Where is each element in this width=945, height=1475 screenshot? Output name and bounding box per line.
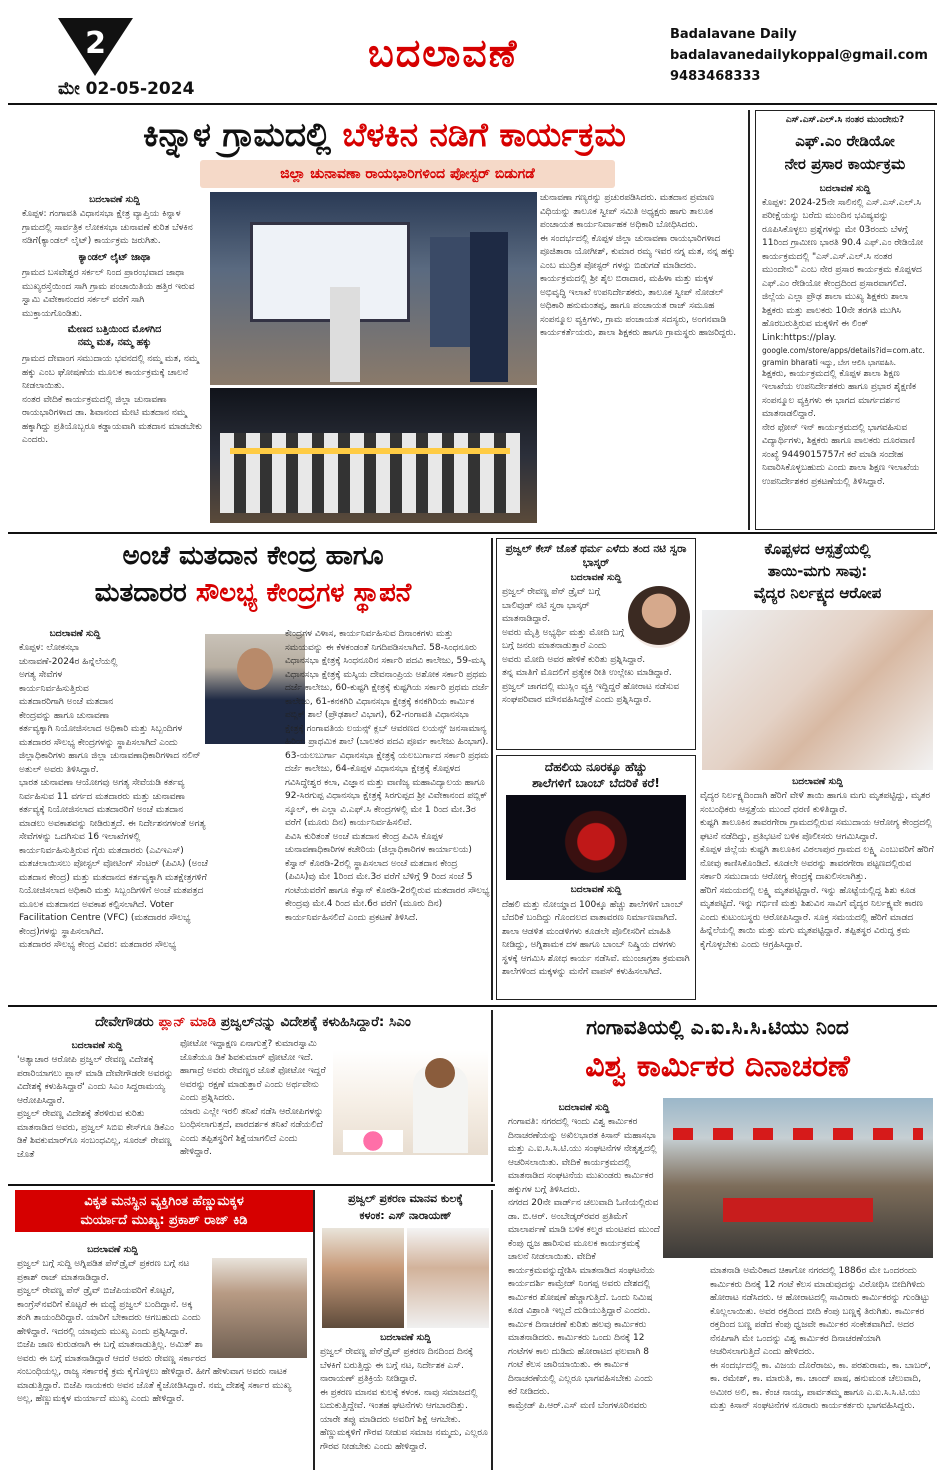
- prajwal-byline: ಬದಲಾವಣೆ ಸುದ್ದಿ: [570, 573, 622, 584]
- hospital-story: [700, 538, 935, 1000]
- narayan-headline-1: ಪ್ರಜ್ವಲ್ ಪ್ರಕರಣ ಮಾನವ ಕುಲಕ್ಕೆ: [348, 1192, 463, 1205]
- bomb-byline: ಬದಲಾವಣೆ ಸುದ್ದಿ: [570, 885, 622, 896]
- lead-photo-poster-release: [210, 192, 537, 385]
- radio-link[interactable]: google.com/store/apps/details?id=com.atc.gramin bharati ಇದ್ದು, ಬೇಗ ಆಲಿಸಿ ಭಾಗವಹಿಸಿ.: [762, 346, 925, 367]
- prakash-body: [17, 1242, 307, 1467]
- hospital-headline-2: ತಾಯಿ-ಮಗು ಸಾವು:: [767, 562, 868, 580]
- labour-byline: ಬದಲಾವಣೆ ಸುದ್ದಿ: [558, 1103, 610, 1113]
- cm-para: ಫೋಟೋ ಇದ್ದಾಕ್ಷಣ ಏನಾಗುತ್ತೆ? ಕುಮಾರಸ್ವಾಮಿ ಜೊತೆಯೂ ಡಿಕೆ ಶಿವಕುಮಾರ್ ಫೋಟೋ ಇದೆ. ಹಾಗಾದ್ರೆ ಅವರು ರೇವಣ್ಣರ ಜೊತೆ ಫೋಟೋ ಇದ್ದರೆ ಅವರನ್ನು ರಕ್ಷಣೆ ಮಾಡುತ್ತಾರೆ ಎಂದು ಅರ್ಥವೇನು ಎಂದು ಪ್ರಶ್ನಿಸಿದರು.: [180, 1039, 326, 1103]
- booth-para: ಪಿವಿಸಿ ಕುರಿತಂತೆ ಅಂಚೆ ಮತದಾನ ಕೇಂದ್ರ ಪಿವಿಸಿ ಕೊಪ್ಪಳ ಚುನಾವಣಾಧಿಕಾರಿಗಳ ಕಚೇರಿಯ (ಜಿಲ್ಲಾಧಿಕಾರಿಗಳ ಕಾರ್ಯಾಲಯ) ಕೆಸ್ವಾನ್ ಕೊಠಡಿ-2ರಲ್ಲಿ ಸ್ಥಾಪಿಸಲಾದ ಅಂಚೆ ಮತದಾನ ಕೇಂದ್ರ (ಪಿವಿಸಿ)ವು ಮೇ 1ರಿಂದ ಮೇ.3ರ ವರೆಗೆ ಬೆಳಿಗ್ಗೆ 9 ರಿಂದ ಸಂಜೆ 5 ಗಂಟೆಯವರೆಗೆ ಹಾಗೂ ಕೆಸ್ವಾನ್ ಕೊಠಡಿ-2ರಲ್ಲಿರುವ ಮತದಾರರ ಸೌಲಭ್ಯ ಕೇಂದ್ರವು ಮೇ.4 ರಿಂದ ಮೇ.6ರ ವರೆಗೆ (ಮೂರು ದಿನ) ಕಾರ್ಯನಿರ್ವಹಿಸಲಿದೆ ಎಂದು ಪ್ರಕಟಣೆ ತಿಳಿಸಿದೆ.: [285, 831, 490, 923]
- narayan-byline: ಬದಲಾವಣೆ ಸುದ್ದಿ: [380, 1333, 431, 1343]
- hospital-para: ವೈದ್ಯರ ನಿರ್ಲಕ್ಷ್ಯದಿಂದಾಗಿ ಹೆರಿಗೆ ವೇಳೆ ತಾಯಿ ಹಾಗೂ ಮಗು ಮೃತಪಟ್ಟಿದ್ದು, ಮೃತರ ಸಂಬಂಧಿಕರು ಆಸ್ಪತ್ರೆಯ ಮುಂದೆ ಧರಣಿ ಕುಳಿತಿದ್ದಾರೆ.: [700, 791, 931, 815]
- section-rule: [8, 1184, 495, 1186]
- labour-headline-1: ಗಂಗಾವತಿಯಲ್ಲಿ ಎ.ಐ.ಸಿ.ಸಿ.ಟಿಯು ನಿಂದ: [586, 1015, 849, 1039]
- radio-byline: ಬದಲಾವಣೆ ಸುದ್ದಿ: [819, 183, 871, 194]
- labour-para: ಮಾತನಾಡಿ ಅಮೆರಿಕಾದ ಚಿಕಾಗೋ ನಗರದಲ್ಲಿ 1886ರ ಮೇ ಒಂದರಂದು ಕಾರ್ಮಿಕರು ದಿನಕ್ಕೆ 12 ಗಂಟೆ ಕೆಲಸ ಮಾಡುವುದನ್ನು ವಿರೋಧಿಸಿ ಬೀದಿಗಿಳಿದು ಹೋರಾಟ ನಡೆಸಿದರು. ಆ ಹೋರಾಟದಲ್ಲಿ ಸಾವಿರಾರು ಕಾರ್ಮಿಕರನ್ನು ಗುಂಡಿಟ್ಟು ಕೊಲ್ಲಲಾಯಿತು. ಅವರ ರಕ್ತದಿಂದ ಬೀದಿ ಕೆಂಪು ಬಣ್ಣಕ್ಕೆ ತಿರುಗಿತು. ಕಾರ್ಮಿಕರ ರಕ್ತದಿಂದ ಬಣ್ಣ ಪಡೆದ ಕೆಂಪು ಧ್ವಜವೇ ಕಾರ್ಮಿಕರ ಸಂಕೇತವಾಗಿದೆ. ಅದರ ನೆನಪಿಗಾಗಿ ಮೇ ಒಂದನ್ನು ವಿಶ್ವ ಕಾರ್ಮಿಕರ ದಿನಾಚರಣೆಯಾಗಿ ಆಚರಿಸಲಾಗುತ್ತಿದೆ ಎಂದು ಹೇಳಿದರು.: [710, 1266, 930, 1357]
- labour-para: ಕಾಮ್ರೇಡ್ ಪಿ.ಆರ್.ಎಸ್ ಮಣಿ ಬೆಂಗಳೂರಿನವರು: [508, 1400, 648, 1411]
- paper-name: Badalavane Daily: [670, 27, 797, 42]
- booth-byline: ಬದಲಾವಣೆ ಸುದ್ದಿ: [49, 629, 101, 639]
- lead-subhead-bar: [200, 160, 615, 188]
- labour-para: ಕಾರ್ಮಿಕ ದಿನಾಚರಣೆ ಕುರಿತು ಹಲವು ಕಾರ್ಮಿಕರು ಮಾತನಾಡಿದರು. ಕಾರ್ಮಿಕರು ಒಂದು ದಿನಕ್ಕೆ 12 ಗಂಟೆಗಳ ಕಾಲ ದುಡಿದು ಹೋರಾಟದ ಫಲವಾಗಿ 8 ಗಂಟೆ ಕೆಲಸ ಜಾರಿಯಾಯಿತು. ಈ ಕಾರ್ಮಿಕ ದಿನಾಚರಣೆಯಲ್ಲಿ ಎಲ್ಲರೂ ಭಾಗವಹಿಸಬೇಕು ಎಂದು ಕರೆ ನೀಡಿದರು.: [508, 1319, 653, 1398]
- column-rule: [748, 110, 750, 530]
- lead-para: ಗ್ರಾಮದ ದೇವಾಂಗ ಸಮುದಾಯ ಭವನದಲ್ಲಿ ನಮ್ಮ ಮತ, ನಮ್ಮ ಹಕ್ಕು ಎಂಬ ಘೋಷಣೆಯ ಮೂಲಕ ಕಾರ್ಯಕ್ರಮಕ್ಕೆ ಚಾಲನೆ ನೀಡಲಾಯಿತು.: [22, 354, 199, 392]
- section-rule: [8, 532, 937, 534]
- labour-col1: [508, 1100, 660, 1465]
- narayan-headline-2: ಕಳಂಕ: ಎಸ್ ನಾರಾಯಣ್: [359, 1209, 452, 1222]
- radio-headline-2: ನೇರ ಪ್ರಸಾರ ಕಾರ್ಯಕ್ರಮ: [784, 155, 906, 174]
- cm-photo: [333, 1050, 488, 1155]
- bomb-story: [496, 755, 696, 1000]
- cm-para: ಪ್ರಜ್ವಲ್ ರೇವಣ್ಣ ವಿದೇಶಕ್ಕೆ ತೆರಳಿರುವ ಕುರಿತು ಮಾತನಾಡಿದ ಅವರು, ಪ್ರಜ್ವಲ್ ಸಿಬಿಐ ಕೇಸ್‌ಗೂ ಡಿಕೆಎಂ ಡಿಕೆ ಶಿವಕುಮಾರ್‌ಗೂ ಸಂಬಂಧವಿಲ್ಲ, ಸೂರಜ್ ರೇವಣ್ಣ ಜೊತೆ: [17, 1109, 175, 1160]
- contact-block: [670, 24, 935, 87]
- lead-para: ಚುನಾವಣಾ ಗಣ್ಯರನ್ನು ಪ್ರಚುರಪಡಿಸಿದರು. ಮತದಾನ ಪ್ರಮಾಣ ವಿಧಿಯನ್ನು ತಾಲೂಕ ಸ್ವೀಪ್ ಸಮಿತಿ ಅಧ್ಯಕ್ಷರು ಹಾಗು ತಾಲೂಕ ಪಂಚಾಯತ ಕಾರ್ಯನಿರ್ವಾಹಕ ಅಧಿಕಾರಿ ಬೋಧಿಸಿದರು.: [540, 193, 715, 230]
- hospital-para: ಕೊಪ್ಪಳ ಜಿಲ್ಲೆಯ ಕುಷ್ಟಗಿ ತಾಲೂಕಿನ ವಿಠಲಾಪುರ ಗ್ರಾಮದ ಲಕ್ಷ್ಮಿ ಎಂಬುವರಿಗೆ ಹೆರಿಗೆ ನೋವು ಕಾಣಿಸಿಕೊಂಡಿದೆ. ಕೂಡಲೇ ಅವರನ್ನು ತಾವರಗೇರಾ ಪಟ್ಟಣದಲ್ಲಿರುವ ಸರ್ಕಾರಿ ಸಮುದಾಯ ಆರೋಗ್ಯ ಕೇಂದ್ರಕ್ಕೆ ದಾಖಲಿಸಲಾಗಿತ್ತು.: [700, 845, 934, 883]
- prajwal-para: ಅವರು ಮೈತ್ರಿ ಅಭ್ಯರ್ಥಿ ಮತ್ತು ಮೋದಿ ಬಗ್ಗೆ ಬಗ್ಗೆ ಜನರು ಮಾತನಾಡುತ್ತಾರೆ ಎಂದು ಅವರು ಮೋದಿ ಅವರ ಹೇಳಿಕೆ ಕುರಿತು ಪ್ರಶ್ನಿಸಿದ್ದಾರೆ.: [502, 627, 646, 665]
- booth-col1: [19, 626, 209, 996]
- narayan-story: [320, 1190, 493, 1470]
- booth-headline-1: ಅಂಚೆ ಮತದಾನ ಕೇಂದ್ರ ಹಾಗೂ: [122, 541, 384, 571]
- labour-col2: [710, 1265, 932, 1465]
- booth-headline-2-red: ಸೌಲಭ್ಯ ಕೇಂದ್ರಗಳ ಸ್ಥಾಪನೆ: [195, 578, 412, 608]
- radio-para: ಶಿಕ್ಷಕರು, ಕಾರ್ಯಕ್ರಮದಲ್ಲಿ ಕೊಪ್ಪಳ ಶಾಲಾ ಶಿಕ್ಷಣ ಇಲಾಖೆಯ ಉಪನಿರ್ದೇಶಕರು ಹಾಗೂ ಪ್ರಭಾರ ಶೈಕ್ಷಣಿಕ ಸಂಪನ್ಮೂಲ ವ್ಯಕ್ತಿಗಳು ಈ ಭಾಗದ ಮಾರ್ಗದರ್ಶನ ಮಾತನಾಡಲಿದ್ದಾರೆ.: [762, 368, 917, 420]
- lead-headline-red: ಬೆಳಕಿನ ನಡಿಗೆ ಕಾರ್ಯಕ್ರಮ: [342, 115, 626, 154]
- header-rule: [8, 103, 937, 105]
- narayan-photos: [322, 1228, 489, 1328]
- bomb-headline-1: ದೆಹಲಿಯ ನೂರಕ್ಕೂ ಹೆಚ್ಚು: [544, 760, 648, 774]
- booth-story: [15, 538, 493, 1000]
- labour-photo-rally: [663, 1098, 933, 1258]
- bomb-para: ಶಾಲಾ ಆಡಳಿತ ಮಂಡಳಿಗಳು ಕೂಡಲೇ ಪೊಲೀಸರಿಗೆ ಮಾಹಿತಿ ನೀಡಿದ್ದು, ಅಗ್ನಿಶಾಮಕ ದಳ ಹಾಗೂ ಬಾಂಬ್ ನಿಷ್ಕ್ರಿಯ ದಳಗಳು ಸ್ಥಳಕ್ಕೆ ಆಗಮಿಸಿ ಶೋಧ ಕಾರ್ಯ ನಡೆಸಿವೆ. ಮುಂಜಾಗ್ರತಾ ಕ್ರಮವಾಗಿ ಶಾಲೆಗಳಿಂದ ಮಕ್ಕಳನ್ನು ಮನೆಗೆ ವಾಪಸ್ ಕಳುಹಿಸಲಾಗಿದೆ.: [502, 926, 690, 978]
- cm-col2: [180, 1038, 328, 1180]
- cm-headline-2: ಪ್ರಜ್ವಲ್‌ನನ್ನು ವಿದೇಶಕ್ಕೆ ಕಳುಹಿಸಿದ್ದಾರೆ: ಸಿಎಂ: [216, 1014, 411, 1030]
- email[interactable]: badalavanedailykoppal@gmail.com: [670, 48, 928, 63]
- booth-headline-2-black: ಮತದಾರರ: [94, 578, 196, 608]
- hospital-para: ಕುಷ್ಟಗಿ ತಾಲೂಕಿನ ತಾವರಗೇರಾ ಗ್ರಾಮದಲ್ಲಿರುವ ಸಮುದಾಯ ಆರೋಗ್ಯ ಕೇಂದ್ರದಲ್ಲಿ ಘಟನೆ ನಡೆದಿದ್ದು, ಪ್ರತಿಭಟನೆ ಬಳಿಕ ಪೊಲೀಸರು ಆಗಮಿಸಿದ್ದಾರೆ.: [700, 818, 932, 842]
- lead-subhead-1: ಕ್ಯಾಂಡಲ್ ಲೈಟ್ ಜಾಥಾ: [78, 251, 151, 263]
- prakash-headline-1: ವಿಕೃತ ಮನಸ್ಥಿನ ವ್ಯಕ್ತಿಗಿಂತ ಹೆಣ್ಣುಮಕ್ಕಳ: [84, 1194, 244, 1209]
- bomb-para: ದೆಹಲಿ ಮತ್ತು ನೋಯ್ಡಾದ 100ಕ್ಕೂ ಹೆಚ್ಚು ಶಾಲೆಗಳಿಗೆ ಬಾಂಬ್ ಬೆದರಿಕೆ ಬಂದಿದ್ದು ಗೊಂದಲದ ವಾತಾವರಣ ನಿರ್ಮಾಣವಾಗಿದೆ.: [502, 899, 684, 924]
- page-number: 2: [85, 26, 106, 61]
- labour-headline-2: ವಿಶ್ವ ಕಾರ್ಮಿಕರ ದಿನಾಚರಣೆ: [585, 1049, 850, 1084]
- hospital-byline: ಬದಲಾವಣೆ ಸುದ್ದಿ: [792, 777, 843, 787]
- cm-para: 'ಅತ್ಯಾಚಾರ ಆರೋಪಿ ಪ್ರಜ್ವಲ್ ರೇವಣ್ಣ ವಿದೇಶಕ್ಕೆ ಪರಾರಿಯಾಗಲು ಪ್ಲಾನ್ ಮಾಡಿ ದೇವೇಗೌಡರೇ ಅವರನ್ನು ವಿದೇಶಕ್ಕೆ ಕಳುಹಿಸಿದ್ದಾರೆ' ಎಂದು ಸಿಎಂ ಸಿದ್ದರಾಮಯ್ಯ ಆರೋಪಿಸಿದ್ದಾರೆ.: [17, 1055, 174, 1106]
- prajwal-headline: ಪ್ರಜ್ವಲ್ ಕೇಸ್ ಜೊತೆ ಥರ್ಮ ಎಳೆದು ತಂದ ನಟಿ ಸ್ವರಾ ಭಾಸ್ಕರ್: [505, 543, 687, 570]
- cm-headline-red: ಪ್ಲಾನ್ ಮಾಡಿ: [158, 1014, 217, 1030]
- lead-subhead-2: ಮೇಣದ ಬತ್ತಿಯಿಂದ ಮೊಳಗಿದ: [67, 324, 162, 336]
- phone: 9483468333: [670, 69, 761, 84]
- hospital-para: ಹೆರಿಗೆ ಸಮಯದಲ್ಲಿ ಲಕ್ಷ್ಮಿ ಮೃತಪಟ್ಟಿದ್ದಾರೆ. ಇನ್ನು ಹೊಟ್ಟೆಯಲ್ಲಿದ್ದ ಶಿಶು ಕೂಡ ಮೃತಪಟ್ಟಿದೆ. ಇನ್ನು ಗರ್ಭಿಣಿ ಮತ್ತು ಶಿಶುವಿನ ಸಾವಿಗೆ ವೈದ್ಯರ ನಿರ್ಲಕ್ಷ್ಯವೇ ಕಾರಣ ಎಂದು ಕುಟುಂಬಸ್ಥರು ಆರೋಪಿಸಿದ್ದಾರೆ. ಸೂಕ್ತ ಸಮಯದಲ್ಲಿ ಹೆರಿಗೆ ಮಾಡದ ಹಿನ್ನೆಲೆಯಲ್ಲಿ ತಾಯಿ ಮತ್ತು ಮಗು ಮೃತಪಟ್ಟಿದ್ದಾರೆ. ತಪ್ಪಿತಸ್ಥರ ವಿರುದ್ಧ ಕ್ರಮ ಕೈಗೊಳ್ಳಬೇಕು ಎಂದು ಆಗ್ರಹಿಸಿದ್ದಾರೆ.: [700, 885, 923, 950]
- narayan-para: ಪ್ರಜ್ವಲ್ ರೇವಣ್ಣ ಪೆನ್‌ಡ್ರೈವ್ ಪ್ರಕರಣ ದಿನದಿಂದ ದಿನಕ್ಕೆ ಬೆಳಕಿಗೆ ಬರುತ್ತಿದ್ದು ಈ ಬಗ್ಗೆ ನಟ, ನಿರ್ದೇಶಕ ಎಸ್. ನಾರಾಯಣ್ ಪ್ರತಿಕ್ರಿಯೆ ನೀಡಿದ್ದಾರೆ.: [320, 1347, 474, 1385]
- labour-para: ಗಂಗಾವತಿ: ನಗರದಲ್ಲಿ ಇಂದು ವಿಶ್ವ ಕಾರ್ಮಿಕರ ದಿನಾಚರಣೆಯನ್ನು ಅಖಿಲಭಾರತ ಕಿಸಾನ್ ಮಹಾಸಭಾ ಮತ್ತು ಎ.ಐ.ಸಿ.ಸಿ.ಟಿ.ಯು ಸಂಘಟನೆಗಳ ನೇತೃತ್ವದಲ್ಲಿ ಆಚರಿಸಲಾಯಿತು. ವೇದಿಕೆ ಕಾರ್ಯಕ್ರಮದಲ್ಲಿ ಮಾತನಾಡಿದ ಸಂಘಟನೆಯ ಮುಖಂಡರು ಕಾರ್ಮಿಕರ ಹಕ್ಕುಗಳ ಬಗ್ಗೆ ತಿಳಿಸಿದರು.: [508, 1117, 657, 1195]
- lead-byline: ಬದಲಾವಣೆ ಸುದ್ದಿ: [89, 195, 140, 205]
- lead-col3: [540, 192, 737, 527]
- prakash-story: [15, 1190, 315, 1470]
- lead-headline: [22, 112, 747, 160]
- lead-photo-candle-walk: [210, 388, 537, 523]
- radio-kicker: ಎಸ್.ಎಸ್.ಎಲ್.ಸಿ ನಂತರ ಮುಂದೇನು?: [785, 115, 905, 125]
- radio-para: ನೇರ ಫೋನ್ ಇನ್ ಕಾರ್ಯಕ್ರಮದಲ್ಲಿ ಭಾಗವಹಿಸುವ ವಿದ್ಯಾರ್ಥಿಗಳು, ಶಿಕ್ಷಕರು ಹಾಗೂ ಪಾಲಕರು ದೂರವಾಣಿ ಸಂಖ್ಯೆ 9449015757ಗೆ ಕರೆ ಮಾಡಿ ಸಂದೇಹ ನಿವಾರಿಸಿಕೊಳ್ಳಬಹುದು ಎಂದು ಶಾಲಾ ಶಿಕ್ಷಣ ಇಲಾಖೆಯ ಉಪನಿರ್ದೇಶಕರ ಪ್ರಕಟಣೆಯಲ್ಲಿ ತಿಳಿಸಿದ್ದಾರೆ.: [762, 422, 920, 487]
- prajwal-para: ಪ್ರಜ್ವಲ್ ರೇವಣ್ಣ ಪೆನ್ ಡ್ರೈವ್ ಬಗ್ಗೆ ಬಾಲಿವುಡ್ ನಟಿ ಸ್ವರಾ ಭಾಸ್ಕರ್ ಮಾತನಾಡಿದ್ದಾರೆ.: [502, 587, 601, 625]
- prakash-photo: [212, 1258, 307, 1358]
- prajwal-para: ತನ್ನ ಮಾತಿಗೆ ಮೊದಲಿಗೆ ಪ್ರತ್ಯೇಕ ರೀತಿ ಉಲ್ಲೇಖ ಮಾಡಿದ್ದಾರೆ. ಪ್ರಜ್ವಲ್ ಜಾಗದಲ್ಲಿ ಮುಸ್ಲಿಂ ವ್ಯಕ್ತಿ ಇದ್ದಿದ್ದರೆ ಹೋರಾಟ ನಡೆಸುವ ಸಂಘಪರಿವಾರ ಮೌನವಹಿಸಿದ್ದೇಕೆ ಎಂದು ಪ್ರಶ್ನಿಸಿದ್ದಾರೆ.: [502, 668, 680, 706]
- prakash-para: ಪ್ರಜ್ವಲ್ ಬಗ್ಗೆ ಸುದ್ದಿ ಅಗ್ನಿಪಡಿತ ಪೆನ್‌ಡ್ರೈವ್ ಪ್ರಕರಣ ಬಗ್ಗೆ ನಟ ಪ್ರಕಾಶ್ ರಾಜ್ ಮಾತನಾಡಿದ್ದಾರೆ.: [17, 1259, 190, 1283]
- hospital-photo-iv-drip: [702, 610, 933, 770]
- prakash-headline-2: ಮರ್ಯಾದೆ ಮುಖ್ಯ: ಪ್ರಕಾಶ್ ರಾಜ್ ಕಿಡಿ: [80, 1213, 248, 1228]
- cm-story: [15, 1010, 493, 1182]
- booth-para: ಕೊಪ್ಪಳ: ಲೋಕಸಭಾ ಚುನಾವಣೆ-2024ರ ಹಿನ್ನೆಲೆಯಲ್ಲಿ ಅಗತ್ಯ ಸೇವೆಗಳ ಕಾರ್ಯನಿರ್ವಹಿಸುತ್ತಿರುವ ಮತದಾರರಿಗಾಗಿ ಅಂಚೆ ಮತದಾನ ಕೇಂದ್ರವನ್ನು ಹಾಗೂ ಚುನಾವಣಾ ಕರ್ತವ್ಯಕ್ಕಾಗಿ ನಿಯೋಜಿಸಲಾದ ಅಧಿಕಾರಿ ಮತ್ತು ಸಿಬ್ಬಂದಿಗಳ ಮತದಾರರ ಸೌಲಭ್ಯ ಕೇಂದ್ರಗಳನ್ನು ಸ್ಥಾಪಿಸಲಾಗಿದೆ ಎಂದು ಜಿಲ್ಲಾಧಿಕಾರಿಗಳು ಹಾಗೂ ಜಿಲ್ಲಾ ಚುನಾವಣಾಧಿಕಾರಿಗಳಾದ ನಲಿನ್ ಅತುಲ್ ಅವರು ತಿಳಿಸಿದ್ದಾರೆ.: [19, 643, 201, 775]
- cm-headline-1: ದೇವೇಗೌಡರು: [95, 1014, 159, 1030]
- narayan-para: ಈ ಪ್ರಕರಣ ಮಾನವ ಕುಲಕ್ಕೆ ಕಳಂಕ. ನಾವು ಸಮಾಜದಲ್ಲಿ ಬದುಕುತ್ತಿದ್ದೇವೆ. ಇಂತಹ ಘಟನೆಗಳು ಆಗಬಾರದಿತ್ತು. ಯಾರೇ ತಪ್ಪು ಮಾಡಿದರು ಅವರಿಗೆ ಶಿಕ್ಷೆ ಆಗಬೇಕು. ಹೆಣ್ಣುಮಕ್ಕಳಿಗೆ ಗೌರವ ನೀಡುವ ಸಮಾಜ ನಮ್ಮದು, ಎಲ್ಲರೂ ಗೌರವ ನೀಡಬೇಕು ಎಂದು ಹೇಳಿದ್ದಾರೆ.: [320, 1387, 488, 1452]
- cm-col1: [17, 1038, 177, 1180]
- masthead: ಬದಲಾವಣೆ: [368, 31, 519, 75]
- booth-para: ಮತದಾರರ ಸೌಲಭ್ಯ ಕೇಂದ್ರ ವಿವರ: ಮತದಾರರ ಸೌಲಭ್ಯ: [19, 940, 177, 951]
- lead-para: ನಂತರ ವೇದಿಕೆ ಕಾರ್ಯಕ್ರಮದಲ್ಲಿ ಜಿಲ್ಲಾ ಚುನಾವಣಾ ರಾಯಭಾರಿಗಳಾದ ಡಾ. ಶಿವಾನಂದ ಮೇಟಿ ಮತದಾನ ನಮ್ಮ ಹಕ್ಕಾಗಿದ್ದು ಪ್ರತಿಯೊಬ್ಬರೂ ಕಡ್ಡಾಯವಾಗಿ ಮತದಾನ ಮಾಡಬೇಕು ಎಂದರು.: [22, 394, 203, 446]
- prakash-headline-bar: [15, 1190, 313, 1232]
- issue-date: ಮೇ 02-05-2024: [58, 79, 195, 99]
- hospital-headline-1: ಕೊಪ್ಪಳದ ಆಸ್ಪತ್ರೆಯಲ್ಲಿ: [764, 540, 871, 558]
- hospital-headline-3: ವೈದ್ಯರ ನಿರ್ಲಕ್ಷ್ಯದ ಆರೋಪ: [753, 584, 882, 602]
- labour-para: ಈ ಸಂದರ್ಭದಲ್ಲಿ ಕಾ. ವಿಜಯ ದೊರೆರಾಜು, ಕಾ. ಪರಶುರಾಮ, ಕಾ. ಬಾಬರ್, ಕಾ. ರಮೇಶ್, ಕಾ. ಮಾರುತಿ, ಕಾ. ಚಾಂದ್ ಪಾಷ, ಹನುಮಂತ ಚೆಲುವಾದಿ, ಅಮೀರ ಅಲಿ, ಕಾ. ಕೆಂಚ ನಾಯ್ಕ, ಪಾರ್ವತಮ್ಮ ಹಾಗೂ ಎ.ಐ.ಸಿ.ಸಿ.ಟಿ.ಯು ಮತ್ತು ಕಿಸಾನ್ ಸಂಘಟನೆಗಳ ನೂರಾರು ಕಾರ್ಯಕರ್ತರು ಭಾಗವಹಿಸಿದ್ದರು.: [710, 1360, 931, 1411]
- radio-para: ಕೊಪ್ಪಳ: 2024-25ನೇ ಸಾಲಿನಲ್ಲಿ ಎಸ್.ಎಸ್.ಎಲ್.ಸಿ ಪರೀಕ್ಷೆಯನ್ನು ಬರೆದು ಮುಂದಿನ ಭವಿಷ್ಯವನ್ನು ರೂಪಿಸಿಕೊಳ್ಳಲು ಪ್ರಶ್ನೆಗಳನ್ನು ಮೇ 03ರಂದು ಬೆಳಗ್ಗೆ 11ರಿಂದ ಗ್ರಾಮೀಣ ಭಾರತಿ 90.4 ಎಫ್.ಎಂ ರೇಡಿಯೋ ಕಾರ್ಯಕ್ರಮದಲ್ಲಿ "ಎಸ್.ಎಸ್.ಎಲ್.ಸಿ ನಂತರ ಮುಂದೇನು" ಎಂಬ ನೇರ ಪ್ರಸಾರ ಕಾರ್ಯಕ್ರಮ ಕೊಪ್ಪಳದ ಎಫ್.ಎಂ ರೇಡಿಯೋ ಕೇಂದ್ರದಿಂದ ಪ್ರಸಾರವಾಗಲಿದೆ.: [762, 197, 924, 289]
- radio-para: ಜಿಲ್ಲೆಯ ಎಲ್ಲಾ ಪ್ರೌಢ ಶಾಲಾ ಮುಖ್ಯ ಶಿಕ್ಷಕರು ಶಾಲಾ ಶಿಕ್ಷಕರು ಮತ್ತು ಪಾಲಕರು 10ನೇ ತರಗತಿ ಮುಗಿಸಿ ಹೊರಬರುತ್ತಿರುವ ಮಕ್ಕಳಿಗೆ ಈ ಲಿಂಕ್ Link:https://play.: [762, 292, 909, 343]
- lead-col1: [22, 192, 207, 527]
- lead-subhead-3: ನಮ್ಮ ಮತ, ನಮ್ಮ ಹಕ್ಕು: [77, 337, 152, 349]
- page-number-badge: [58, 18, 133, 78]
- bomb-photo: [506, 795, 686, 880]
- cm-byline: ಬದಲಾವಣೆ ಸುದ್ದಿ: [71, 1041, 123, 1051]
- lead-para: ಈ ಸಂದರ್ಭದಲ್ಲಿ ಕೊಪ್ಪಳ ಜಿಲ್ಲಾ ಚುನಾವಣಾ ರಾಯಭಾರಿಗಳಾದ ಪೂಜಿತಾರಾ ಯೋಗೀಶ್, ಕುಮಾರ ರಮ್ಯ ಇವರ ನಗ್ನ ಮತ, ನನ್ನ ಹಕ್ಕು ಎಂಬ ಮುದ್ರಿತ ಪೋಸ್ಟರ್ ಗಳನ್ನು ಬಿಡುಗಡೆ ಮಾಡಿದರು. ಕಾರ್ಯಕ್ರಮದಲ್ಲಿ ಶ್ರೀ ಶೈಲ ಬಿರಾದಾರ, ಮಹಿಳಾ ಮತ್ತು ಮಕ್ಕಳ ಅಭಿವೃದ್ಧಿ ಇಲಾಖೆ ಉಪನಿರ್ದೇಶಕರು, ತಾಲೂಕ ಸ್ವೀಪ್ ನೋಡಲ್ ಅಧಿಕಾರಿ ಹನುಮಂತಪ್ಪ, ಹಾಗೂ ಪಂಚಾಯತ ರಾಜ್ ಸಮೂಹ ಸಂಪನ್ಮೂಲ ವ್ಯಕ್ತಿಗಳು, ಗ್ರಾಮ ಪಂಚಾಯತ ಸದಸ್ಯರು, ಅಂಗನವಾಡಿ ಕಾರ್ಯಕರ್ತೆಯರು, ಶಾಲಾ ಶಿಕ್ಷಕರು ಹಾಗೂ ಗ್ರಾಮಸ್ಥರು ಹಾಜರಿದ್ದರು.: [540, 233, 737, 338]
- labour-para: ನಗರದ 20ನೇ ವಾರ್ಡ್‌ನ ಚಲುವಾದಿ ಓಣಿಯಲ್ಲಿರುವ ಡಾ. ಬಿ.ಆರ್. ಅಂಬೇಡ್ಕರ್‌ರವರ ಪ್ರತಿಮೆಗೆ ಮಾಲಾರ್ಪಣೆ ಮಾಡಿ ಬಳಿಕ ಕಲ್ಮಠ ಮಂಟಪದ ಮುಂದೆ ಕೆಂಪು ಧ್ವಜ ಹಾರಿಸುವ ಮೂಲಕ ಕಾರ್ಯಕ್ರಮಕ್ಕೆ ಚಾಲನೆ ನೀಡಲಾಯಿತು. ವೇದಿಕೆ ಕಾರ್ಯಕ್ರಮವನ್ನುದ್ದೇಶಿಸಿ ಮಾತನಾಡಿದ ಸಂಘಟನೆಯ ಕಾರ್ಯದರ್ಶಿ ಕಾಮ್ರೇಡ್ ನಿಂಗಪ್ಪ ಅವರು ದೇಶದಲ್ಲಿ ಕಾರ್ಮಿಕರ ಶೋಷಣೆ ಹೆಚ್ಚಾಗುತ್ತಿದೆ. ಒಂದು ನಿಮಿಷ ಕೂಡ ವಿಶ್ರಾಂತಿ ಇಲ್ಲದೆ ದುಡಿಯುತ್ತಿದ್ದಾರೆ ಎಂದರು.: [508, 1198, 660, 1317]
- cm-para: ಯಾರು ಎಲ್ಲೇ ಇರಲಿ ತನಿಖೆ ನಡೆಸಿ ಆರೋಪಿಗಳನ್ನು ಬಂಧಿಸಲಾಗುತ್ತದೆ, ಪಾರದರ್ಶಕ ತನಿಖೆ ನಡೆಯಲಿದೆ ಎಂದು ತಪ್ಪಿತಸ್ಥರಿಗೆ ಶಿಕ್ಷೆಯಾಗಲಿದೆ ಎಂದು ಹೇಳಿದ್ದಾರೆ.: [180, 1106, 324, 1157]
- prakash-para: ಬಿಜೆಪಿ ಜಾಣ ಕುರುಡನಾಗಿ ಈ ಬಗ್ಗೆ ಮಾತನಾಡುತ್ತಿಲ್ಲ. ಅಮಿತ್ ಶಾ ಅವರು ಈ ಬಗ್ಗೆ ಮಾತನಾಡಿದ್ದಾರೆ ಆದರೆ ಅವರು ರೇವಣ್ಣ ಸರ್ಕಾರದ ಸಂಬಂಧಿಯಲ್ಲ, ರಾಜ್ಯ ಸರ್ಕಾರಕ್ಕೆ ಕ್ರಮ ಕೈಗೊಳ್ಳಲು ಹೇಳಿದ್ದಾರೆ. ಹೀಗೆ ಹೇಳುವಾಗ ಅವರು ನಾಟಕ ಮಾಡುತ್ತಿದ್ದಾರೆ. ಬಿಜೆಪಿ ನಾಯಕರು ಅವನ ಜೊತೆ ಕೈಜೋಡಿಸಿದ್ದಾರೆ. ನಮ್ಮ ದೇಶಕ್ಕೆ ಸರ್ಕಾರ ಮುಖ್ಯ ಅಲ್ಲ, ಹೆಣ್ಣುಮಕ್ಕಳ ಮರ್ಯಾದೆ ಮುಖ್ಯ ಎಂದು ಹೇಳಿದ್ದಾರೆ.: [17, 1340, 292, 1405]
- booth-col2: [285, 628, 490, 998]
- booth-para: ಭಾರತ ಚುನಾವಣಾ ಆಯೋಗವು ಅಗತ್ಯ ಸೇವೆಯಡಿ ಕರ್ತವ್ಯ ನಿರ್ವಹಿಸುವ 11 ವರ್ಗದ ಮತದಾರರು ಮತ್ತು ಚುನಾವಣಾ ಕರ್ತವ್ಯಕ್ಕೆ ನಿಯೋಜಿಸಲಾದ ಮತದಾರರಿಗೆ ಅಂಚೆ ಮತದಾನ ಮಾಡಲು ಅವಕಾಶವನ್ನು ನೀಡಿರುತ್ತದೆ. ಈ ನಿರ್ದೇಶನಗಳಂತೆ ಅಗತ್ಯ ಸೇವೆಗಳನ್ನು ಒದಗಿಸುವ 16 ಇಲಾಖೆಗಳಲ್ಲಿ ಕಾರ್ಯನಿರ್ವಹಿಸುತ್ತಿರುವ ಗೈರು ಮತದಾರರು (ಎವಿಇಎಸ್) ಮತಚಲಾಯಿಸಲು ಪೋಸ್ಟಲ್ ವೋಟಿಂಗ್ ಸೆಂಟರ್ (ಪಿವಿಸಿ) (ಅಂಚೆ ಮತದಾನ ಕೇಂದ್ರ) ಮತ್ತು ಮತದಾನದ ಕರ್ತವ್ಯಕ್ಕಾಗಿ ಮತಕ್ಷೇತ್ರಗಳಿಗೆ ನಿಯೋಜಿಸಲಾದ ಅಧಿಕಾರಿ ಮತ್ತು ಸಿಬ್ಬಂದಿಗಳಿಗೆ ಅಂಚೆ ಮತಪತ್ರದ ಮೂಲಕ ಮತದಾನದ ಅವಕಾಶ ಕಲ್ಪಿಸಲಾಗಿದೆ. Voter Facilitation Centre (VFC) (ಮತದಾರರ ಸೌಲಭ್ಯ ಕೇಂದ್ರ)ಗಳನ್ನು ಸ್ಥಾಪಿಸಲಾಗಿದೆ.: [19, 778, 209, 937]
- lead-para: ಕೊಪ್ಪಳ: ಗಂಗಾವತಿ ವಿಧಾನಸಭಾ ಕ್ಷೇತ್ರ ವ್ಯಾಪ್ತಿಯ ಕಿನ್ನಾಳ ಗ್ರಾಮದಲ್ಲಿ ಸಾರ್ವತ್ರಿಕ ಲೋಕಸಭಾ ಚುನಾವಣೆ ಕುರಿತ ಬೆಳಕಿನ ನಡಿಗೆ(ಕ್ಯಾಂಡಲ್ ಲೈಟ್) ಕಾರ್ಯಕ್ರಮ ಜರುಗಿತು.: [22, 209, 193, 247]
- narayan-photo: [322, 1228, 404, 1328]
- booth-para: ಕೇಂದ್ರಗಳ ವಿಳಾಸ, ಕಾರ್ಯನಿರ್ವಹಿಸುವ ದಿನಾಂಕಗಳು ಮತ್ತು ಸಮಯವನ್ನು ಈ ಕೆಳಕಂಡಂತೆ ನಿಗದಿಪಡಿಸಲಾಗಿದೆ. 58-ಸಿಂಧನೂರು ವಿಧಾನಸಭಾ ಕ್ಷೇತ್ರಕ್ಕೆ ಸಿಂಧನೂರಿನ ಸರ್ಕಾರಿ ಪದವಿ ಕಾಲೇಜು, 59-ಮಸ್ಕಿ ವಿಧಾನಸಭಾ ಕ್ಷೇತ್ರಕ್ಕೆ ಮಸ್ಕಿಯ ದೇವನಾಂಪ್ರಿಯ ಅಶೋಕ ಸರ್ಕಾರಿ ಪ್ರಥಮ ದರ್ಜೆ ಕಾಲೇಜು, 60-ಕುಷ್ಟಗಿ ಕ್ಷೇತ್ರಕ್ಕೆ ಕುಷ್ಟಗಿಯ ಸರ್ಕಾರಿ ಪ್ರಥಮ ದರ್ಜೆ ಕಾಲೇಜು, 61-ಕನಕಗಿರಿ ವಿಧಾನಸಭಾ ಕ್ಷೇತ್ರಕ್ಕೆ ಕನಕಗಿರಿಯ ಕಾರ್ಮಿಕ ಪಬ್ಲಿಕ್ ಶಾಲೆ (ಪ್ರೌಢಶಾಲೆ ವಿಭಾಗ), 62-ಗಂಗಾವತಿ ವಿಧಾನಸಭಾ ಕ್ಷೇತ್ರಕ್ಕೆ ಗಂಗಾವತಿಯ ಲಯನ್ಸ್ ಕ್ಲಬ್ ಆವರಣದ ಲಯನ್ಸ್ ಜನಸಾಮಾನ್ಯ ಹಿರಿಯ ಪ್ರಾಥಮಿಕ ಶಾಲೆ (ಬಾಲಕರ ಪದವಿ ಪೂರ್ವ ಕಾಲೇಜು ಹಿಂಭಾಗ). 63-ಯಲಬುರ್ಗಾ ವಿಧಾನಸಭಾ ಕ್ಷೇತ್ರಕ್ಕೆ ಯಲಬುರ್ಗಾದ ಸರ್ಕಾರಿ ಪ್ರಥಮ ದರ್ಜೆ ಕಾಲೇಜು, 64-ಕೊಪ್ಪಳ ವಿಧಾನಸಭಾ ಕ್ಷೇತ್ರಕ್ಕೆ ಕೊಪ್ಪಳದ ಗವಿಸಿದ್ಧೇಶ್ವರ ಕಲಾ, ವಿಜ್ಞಾನ ಮತ್ತು ವಾಣಿಜ್ಯ ಮಹಾವಿದ್ಯಾಲಯ ಹಾಗೂ 92-ಸಿರಗುಪ್ಪ ವಿಧಾನಸಭಾ ಕ್ಷೇತ್ರಕ್ಕೆ ಸಿರಗುಪ್ಪದ ಶ್ರೀ ವಿವೇಕಾನಂದ ಪಬ್ಲಿಕ್ ಸ್ಕೂಲ್, ಈ ಎಲ್ಲಾ ವಿ.ಎಫ್.ಸಿ ಕೇಂದ್ರಗಳಲ್ಲಿ ಮೇ 1 ರಿಂದ ಮೇ.3ರ ವರೆಗೆ (ಮೂರು ದಿನ) ಕಾರ್ಯನಿರ್ವಹಿಸಲಿವೆ.: [285, 629, 489, 828]
- prajwal-story: [496, 538, 696, 750]
- section-rule: [8, 1005, 937, 1007]
- bomb-headline-2: ಶಾಲೆಗಳಿಗೆ ಬಾಂಬ್ ಬೆದರಿಕೆ ಕರೆ!: [532, 776, 660, 791]
- lead-headline-black: ಕಿನ್ನಾಳ ಗ್ರಾಮದಲ್ಲಿ: [143, 115, 343, 154]
- radio-headline-1: ಎಫ್.ಎಂ ರೇಡಿಯೋ: [795, 132, 895, 151]
- lead-subhead: ಜಿಲ್ಲಾ ಚುನಾವಣಾ ರಾಯಭಾರಿಗಳಿಂದ ಪೋಸ್ಟರ್ ಬಿಡುಗಡೆ: [280, 166, 535, 182]
- lead-para: ಗ್ರಾಮದ ಬಸವೇಶ್ವರ ಸರ್ಕಲ್ ನಿಂದ ಪ್ರಾರಂಭವಾದ ಜಾಥಾ ಮುಖ್ಯರಸ್ತೆಯಿಂದ ಸಾಗಿ ಗ್ರಾಮ ಪಂಚಾಯಿತಿಯ ಹತ್ತಿರ ಇರುವ ಸ್ವಾಮಿ ವಿವೇಕಾನಂದರ ಸರ್ಕಲ್ ವರೆಗೆ ಸಾಗಿ ಮುಕ್ತಾಯಗೊಂಡಿತು.: [22, 268, 195, 319]
- labour-story: [500, 1010, 935, 1470]
- prakash-para: ಪ್ರಜ್ವಲ್ ರೇವಣ್ಣ ಪೆನ್ ಡ್ರೈವ್ ಬಿಜೆಪಿಯವರಿಗೆ ಕೊಟ್ಟರೆ, ಕಾಂಗ್ರೆಸ್‌ನವರಿಗೆ ಕೊಟ್ಟರೆ ಈ ಮಧ್ಯೆ ಪ್ರಜ್ವಲ್ ಬಂದಿದ್ದಾನೆ. ಅಕ್ಕ ತಂಗಿ ತಾಯಂದಿರಿದ್ದಾರೆ. ಯಾರಿಗೆ ಬೇಕಾದರು ಆಗಬಹುದು ಎಂದು ಹೇಳಿದ್ದಾರೆ. ಇದರಲ್ಲಿ ಯಾವುದು ಮುಖ್ಯ ಎಂದು ಪ್ರಶ್ನಿಸಿದ್ದಾರೆ.: [17, 1286, 201, 1337]
- prajwal-photo: [407, 1228, 489, 1328]
- prakash-byline: ಬದಲಾವಣೆ ಸುದ್ದಿ: [87, 1245, 138, 1255]
- radio-story: [755, 110, 935, 530]
